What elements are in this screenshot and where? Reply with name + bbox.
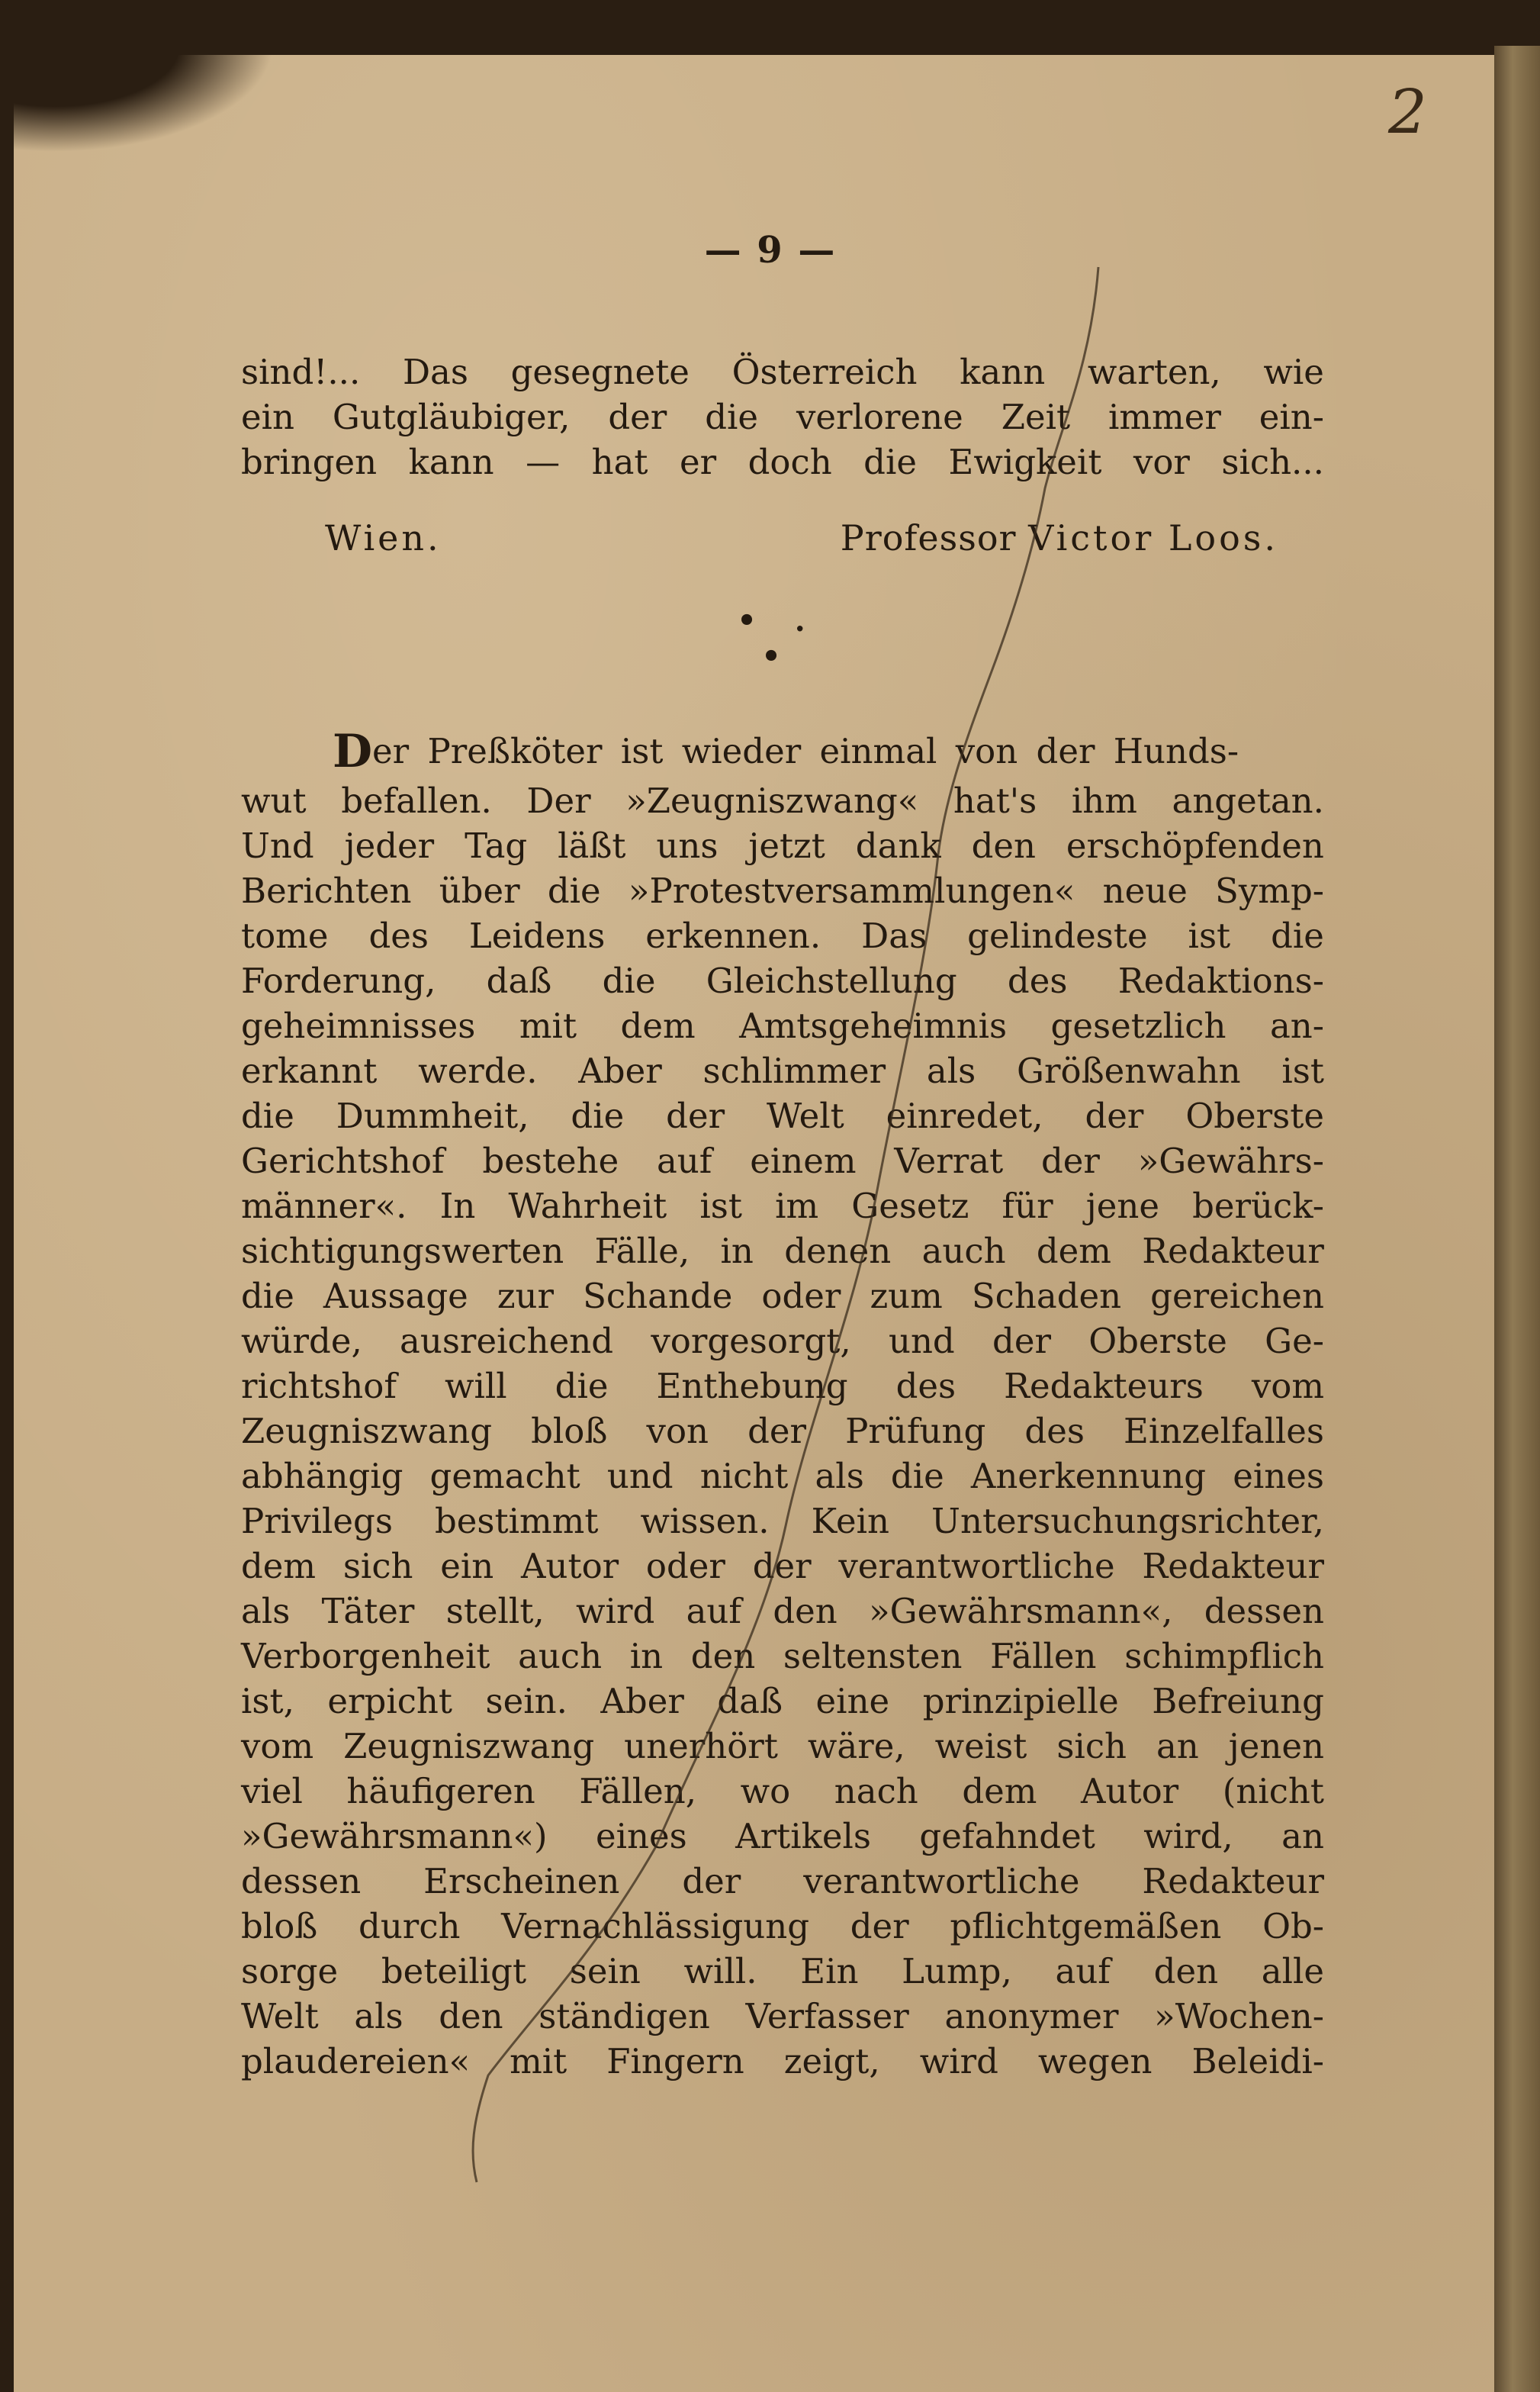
- word: als: [241, 1591, 291, 1631]
- word: verantwortliche: [803, 1861, 1080, 1901]
- word: Vernachlässigung: [501, 1906, 810, 1946]
- text-line: [241, 1138, 1324, 1183]
- word: vom: [241, 1726, 314, 1766]
- word: wo: [740, 1771, 791, 1811]
- word: einem: [750, 1141, 857, 1181]
- text-line: [241, 913, 1324, 958]
- word: (nicht: [1222, 1771, 1324, 1811]
- word: weist: [934, 1726, 1027, 1766]
- word: gefahndet: [919, 1816, 1095, 1856]
- word: Aber: [578, 1051, 662, 1091]
- word: gemacht: [429, 1456, 580, 1496]
- paragraph-1: [241, 349, 1324, 485]
- word: Einzelfalles: [1124, 1411, 1324, 1451]
- word: wird,: [1143, 1816, 1233, 1856]
- word: Dummheit,: [336, 1096, 529, 1136]
- word: jenen: [1228, 1726, 1324, 1766]
- word: an: [1281, 1816, 1324, 1856]
- word: Befreiung: [1152, 1681, 1324, 1721]
- word: Ein: [800, 1951, 859, 1991]
- word: stellt,: [445, 1591, 545, 1631]
- word: zur: [497, 1276, 555, 1316]
- word: verantwortliche: [838, 1546, 1115, 1586]
- word: häufigeren: [346, 1771, 535, 1811]
- word: will.: [683, 1951, 757, 1991]
- word: des: [1024, 1411, 1085, 1451]
- word: Gesetz: [851, 1186, 969, 1226]
- word: die: [890, 1456, 944, 1496]
- signature-name: Victor Loos.: [1028, 517, 1278, 559]
- word: wie: [1263, 352, 1324, 392]
- word: werde.: [418, 1051, 538, 1091]
- text-line: [241, 1904, 1324, 1949]
- word: mit: [519, 1006, 577, 1046]
- word: Welt: [767, 1096, 844, 1136]
- text-line: [241, 958, 1324, 1003]
- word: die: [602, 961, 656, 1001]
- word: nicht: [699, 1456, 789, 1496]
- word: in: [629, 1636, 664, 1676]
- word: den: [690, 1636, 756, 1676]
- text-line-first: [241, 725, 1324, 778]
- word: erschöpfenden: [1066, 826, 1324, 866]
- word: schlimmer: [702, 1051, 886, 1091]
- text-line: [241, 1544, 1324, 1589]
- text-line: [241, 1499, 1324, 1544]
- word: über: [439, 871, 520, 911]
- word: Privilegs: [241, 1501, 393, 1541]
- word: Aber: [600, 1681, 684, 1721]
- word: mit: [510, 2041, 567, 2081]
- word: will: [444, 1366, 507, 1406]
- word: berück-: [1192, 1186, 1324, 1226]
- word: dem: [1036, 1231, 1111, 1271]
- word: »Gewährs-: [1137, 1141, 1324, 1181]
- word: auch: [921, 1231, 1006, 1271]
- word: ein: [241, 397, 295, 437]
- word: er: [679, 442, 717, 482]
- word: die: [241, 1096, 294, 1136]
- word: die: [571, 1096, 625, 1136]
- page-number: — 9 —: [704, 229, 837, 272]
- word: beteiligt: [381, 1951, 527, 1991]
- word: dem: [620, 1006, 696, 1046]
- word: Ge-: [1265, 1321, 1324, 1361]
- text-line: [241, 1769, 1324, 1814]
- text-line: [241, 1679, 1324, 1724]
- text-line: [241, 1273, 1324, 1318]
- word: schimpflich: [1124, 1636, 1324, 1676]
- word: für: [1001, 1186, 1053, 1226]
- word: wäre,: [807, 1726, 905, 1766]
- word: Verrat: [894, 1141, 1004, 1181]
- word: sein.: [485, 1681, 567, 1721]
- word: sich: [342, 1546, 413, 1586]
- word: durch: [358, 1906, 461, 1946]
- handwritten-page-mark: 2: [1388, 76, 1427, 147]
- word: Zeugniszwang: [241, 1411, 492, 1451]
- word: ständigen: [539, 1996, 710, 2036]
- signature: [241, 511, 1324, 565]
- word: wut: [241, 781, 307, 821]
- word: Leidens: [468, 916, 606, 956]
- word: der: [682, 1861, 741, 1901]
- word: gesegnete: [510, 352, 690, 392]
- word: sorge: [241, 1951, 339, 1991]
- word: befallen.: [341, 781, 492, 821]
- text-line: [241, 1454, 1324, 1499]
- word: Ewigkeit: [948, 442, 1102, 482]
- text-line: [241, 868, 1324, 913]
- paragraph-2: [241, 725, 1324, 2084]
- word: Täter: [321, 1591, 415, 1631]
- word: abhängig: [241, 1456, 403, 1496]
- word: seltensten: [783, 1636, 963, 1676]
- text-line: [241, 1408, 1324, 1454]
- word: Oberste: [1088, 1321, 1227, 1361]
- word: des: [895, 1366, 956, 1406]
- word: Aussage: [323, 1276, 468, 1316]
- text-line: [241, 1003, 1324, 1048]
- word: »Protestversammlungen«: [628, 871, 1075, 911]
- word: Artikels: [735, 1816, 871, 1856]
- word: Welt: [241, 1996, 319, 2036]
- word: neue: [1102, 871, 1188, 911]
- word: Forderung,: [241, 961, 436, 1001]
- word: auf: [656, 1141, 712, 1181]
- word: denen: [784, 1231, 892, 1271]
- word: zum: [870, 1276, 943, 1316]
- word: an-: [1269, 1006, 1324, 1046]
- word: der: [850, 1906, 909, 1946]
- first-line-text: er Preßköter ist wieder einmal von der Hunds-: [372, 731, 1239, 771]
- word: zeigt,: [783, 2041, 880, 2081]
- word: Oberste: [1185, 1096, 1324, 1136]
- word: auch: [518, 1636, 603, 1676]
- word: des: [368, 916, 429, 956]
- text-line: [241, 1318, 1324, 1363]
- word: In: [439, 1186, 476, 1226]
- text-line: [241, 1093, 1324, 1138]
- word: warten,: [1087, 352, 1221, 392]
- word: Gerichtshof: [241, 1141, 445, 1181]
- word: die: [863, 442, 917, 482]
- word: erkannt: [241, 1051, 378, 1091]
- word: plaudereien«: [241, 2041, 471, 2081]
- word: von: [646, 1411, 709, 1451]
- word: hat: [591, 442, 648, 482]
- word: »Wochen-: [1154, 1996, 1324, 2036]
- word: vorgesorgt,: [651, 1321, 851, 1361]
- word: uns: [656, 826, 719, 866]
- word: Größenwahn: [1017, 1051, 1241, 1091]
- text-line: [241, 1859, 1324, 1904]
- word: »Zeugniszwang«: [625, 781, 919, 821]
- word: gesetzlich: [1050, 1006, 1227, 1046]
- text-line: [241, 1814, 1324, 1859]
- word: einredet,: [886, 1096, 1043, 1136]
- word: der: [747, 1411, 807, 1451]
- word: vom: [1251, 1366, 1324, 1406]
- word: Das: [402, 352, 468, 392]
- word: nach: [834, 1771, 918, 1811]
- word: den: [971, 826, 1036, 866]
- word: und: [888, 1321, 955, 1361]
- word: gelindeste: [967, 916, 1148, 956]
- word: kann: [408, 442, 494, 482]
- word: ist: [699, 1186, 742, 1226]
- word: gereichen: [1150, 1276, 1324, 1316]
- word: sein: [569, 1951, 641, 1991]
- word: der: [752, 1546, 812, 1586]
- word: —: [526, 442, 561, 482]
- word: Schande: [583, 1276, 733, 1316]
- word: Erscheinen: [423, 1861, 620, 1901]
- word: jeder: [344, 826, 435, 866]
- word: erkennen.: [645, 916, 821, 956]
- torn-corner: [0, 0, 275, 153]
- word: unerhört: [624, 1726, 778, 1766]
- word: Wahrheit: [508, 1186, 667, 1226]
- word: viel: [241, 1771, 303, 1811]
- word: sind!...: [241, 352, 361, 392]
- word: anonymer: [944, 1996, 1119, 2036]
- word: als: [926, 1051, 976, 1091]
- word: tome: [241, 916, 329, 956]
- word: dem: [241, 1546, 317, 1586]
- word: und: [606, 1456, 674, 1496]
- word: alle: [1261, 1951, 1324, 1991]
- word: sich...: [1221, 442, 1324, 482]
- text-line: [241, 823, 1324, 868]
- word: »Gewährsmann«,: [869, 1591, 1173, 1631]
- text-line: [241, 439, 1324, 485]
- word: immer: [1108, 397, 1221, 437]
- word: Redaktions-: [1117, 961, 1324, 1001]
- text-line: [241, 778, 1324, 823]
- word: Ob-: [1262, 1906, 1324, 1946]
- word: den: [439, 1996, 503, 2036]
- text-line: [241, 1949, 1324, 1994]
- word: Österreich: [731, 352, 918, 392]
- word: Redakteur: [1142, 1546, 1324, 1586]
- dropcap: D: [333, 725, 373, 778]
- word: verlorene: [796, 397, 963, 437]
- word: Gutgläubiger,: [332, 397, 571, 437]
- word: kann: [960, 352, 1046, 392]
- word: auf: [1055, 1951, 1111, 1991]
- word: läßt: [558, 826, 626, 866]
- word: erpicht: [327, 1681, 452, 1721]
- text-line: [241, 1634, 1324, 1679]
- word: auf: [686, 1591, 742, 1631]
- text-line: [241, 394, 1324, 439]
- word: wissen.: [640, 1501, 770, 1541]
- word: richtshof: [241, 1366, 397, 1406]
- word: dank: [855, 826, 941, 866]
- word: ein-: [1259, 397, 1324, 437]
- word: Fälle,: [594, 1231, 690, 1271]
- word: Redakteur: [1142, 1861, 1324, 1901]
- word: der: [1040, 1141, 1100, 1181]
- word: der: [666, 1096, 725, 1136]
- word: Zeit: [1001, 397, 1071, 437]
- word: würde,: [241, 1321, 362, 1361]
- word: die: [555, 1366, 609, 1406]
- word: in: [720, 1231, 754, 1271]
- word: daß: [486, 961, 552, 1001]
- word: vor: [1133, 442, 1190, 482]
- word: die: [241, 1276, 294, 1316]
- word: prinzipielle: [922, 1681, 1119, 1721]
- word: eines: [596, 1816, 687, 1856]
- word: oder: [645, 1546, 725, 1586]
- word: Schaden: [971, 1276, 1122, 1316]
- word: männer«.: [241, 1186, 407, 1226]
- word: wird: [919, 2041, 998, 2081]
- word: geheimnisses: [241, 1006, 476, 1046]
- word: Autor: [521, 1546, 619, 1586]
- word: Und: [241, 826, 314, 866]
- word: den: [1153, 1951, 1219, 1991]
- word: oder: [761, 1276, 841, 1316]
- word: dessen: [1204, 1591, 1324, 1631]
- word: im: [775, 1186, 819, 1226]
- word: ausreichend: [400, 1321, 614, 1361]
- word: ein: [440, 1546, 494, 1586]
- word: Zeugniszwang: [343, 1726, 595, 1766]
- word: Berichten: [241, 871, 412, 911]
- word: Lump,: [902, 1951, 1012, 1991]
- word: sichtigungswerten: [241, 1231, 564, 1271]
- word: als: [354, 1996, 403, 2036]
- text-line: [241, 349, 1324, 394]
- word: Untersuchungsrichter,: [931, 1501, 1324, 1541]
- word: wird: [576, 1591, 655, 1631]
- text-line: [241, 1589, 1324, 1634]
- word: bloß: [531, 1411, 608, 1451]
- word: als: [815, 1456, 864, 1496]
- word: Der: [526, 781, 591, 821]
- word: eines: [1233, 1456, 1324, 1496]
- word: ihm: [1071, 781, 1137, 821]
- word: wegen: [1037, 2041, 1153, 2081]
- word: Tag: [465, 826, 528, 866]
- word: die: [705, 397, 759, 437]
- word: Verfasser: [745, 1996, 909, 2036]
- word: doch: [747, 442, 832, 482]
- text-line: [241, 1183, 1324, 1228]
- word: Redakteurs: [1004, 1366, 1204, 1406]
- word: Autor: [1081, 1771, 1179, 1811]
- word: Fällen: [990, 1636, 1097, 1676]
- text-line: [241, 1228, 1324, 1273]
- word: Kein: [811, 1501, 889, 1541]
- text-line: [241, 2039, 1324, 2084]
- word: jetzt: [748, 826, 825, 866]
- word: jene: [1085, 1186, 1159, 1226]
- word: pflichtgemäßen: [950, 1906, 1222, 1946]
- word: Das: [861, 916, 928, 956]
- word: des: [1007, 961, 1068, 1001]
- text-line: [241, 1994, 1324, 2039]
- word: bloß: [241, 1906, 318, 1946]
- word: die: [547, 871, 601, 911]
- text-line: [241, 1363, 1324, 1408]
- word: den: [773, 1591, 838, 1631]
- word: eine: [815, 1681, 890, 1721]
- word: Fällen,: [579, 1771, 697, 1811]
- word: Fingern: [606, 2041, 744, 2081]
- word: Verborgenheit: [241, 1636, 490, 1676]
- word: Beleidi-: [1191, 2041, 1324, 2081]
- word: »Gewährsmann«): [241, 1816, 548, 1856]
- word: ist,: [241, 1681, 294, 1721]
- signature-title: Professor: [840, 517, 1017, 559]
- word: ist: [1281, 1051, 1324, 1091]
- word: Anerkennung: [970, 1456, 1207, 1496]
- word: Symp-: [1215, 871, 1324, 911]
- word: der: [1085, 1096, 1144, 1136]
- word: bestimmt: [434, 1501, 599, 1541]
- word: der: [608, 397, 667, 437]
- word: dem: [962, 1771, 1037, 1811]
- word: hat's: [953, 781, 1037, 821]
- word: Gleichstellung: [706, 961, 957, 1001]
- page-edge: [1494, 46, 1540, 2392]
- signature-city: Wien.: [325, 517, 442, 559]
- word: bestehe: [482, 1141, 619, 1181]
- word: dessen: [241, 1861, 362, 1901]
- signature-author: [841, 511, 1324, 565]
- text-line: [241, 1724, 1324, 1769]
- word: Enthebung: [656, 1366, 848, 1406]
- word: Redakteur: [1142, 1231, 1324, 1271]
- word: bringen: [241, 442, 378, 482]
- word: daß: [717, 1681, 783, 1721]
- section-separator: • . •: [737, 603, 819, 674]
- word: ist: [1188, 916, 1231, 956]
- word: Prüfung: [845, 1411, 986, 1451]
- word: Amtsgeheimnis: [739, 1006, 1008, 1046]
- word: an: [1156, 1726, 1199, 1766]
- word: angetan.: [1172, 781, 1324, 821]
- word: der: [992, 1321, 1051, 1361]
- text-line: [241, 1048, 1324, 1093]
- word: sich: [1056, 1726, 1127, 1766]
- word: die: [1271, 916, 1324, 956]
